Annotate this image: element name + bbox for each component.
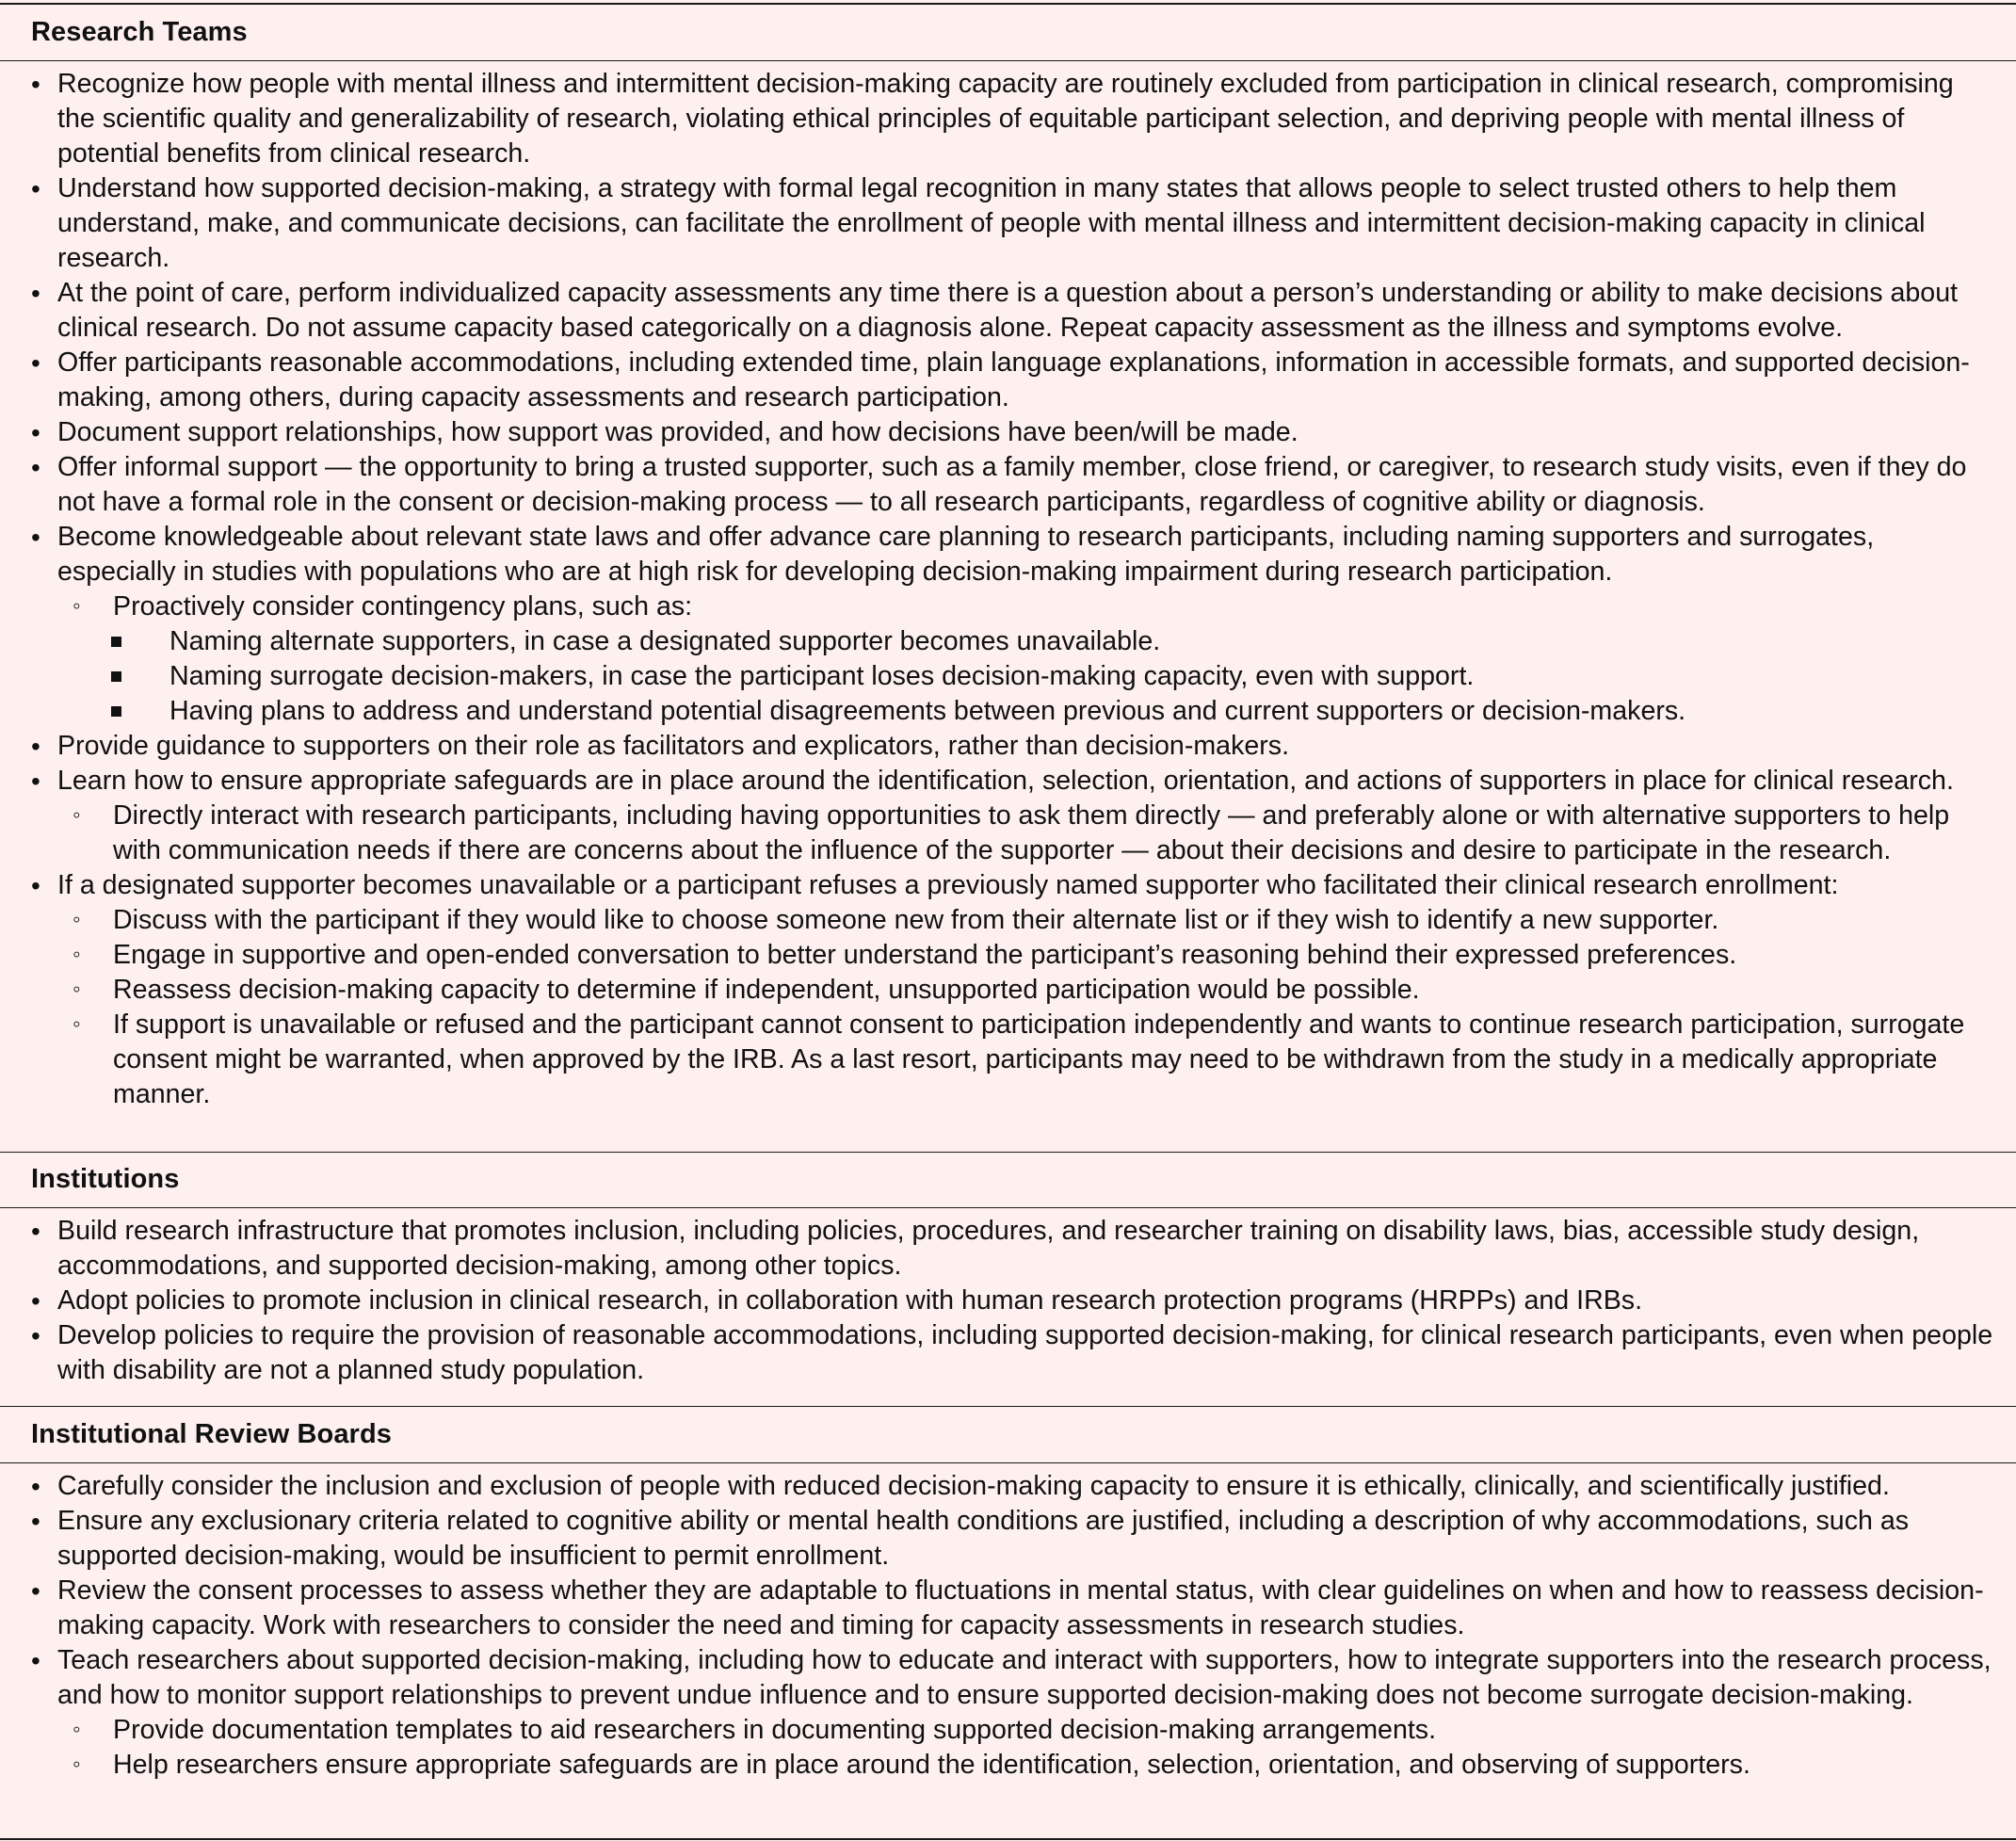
list-item (0, 171, 1993, 276)
list-item (0, 1214, 1993, 1284)
bullet-icon: • (31, 348, 40, 378)
list-item-text: Naming surrogate decision-makers, in case the participant loses decision-making capacity, even with support. (169, 661, 1475, 691)
list-item-text: Teach researchers about supported decision-making, including how to educate and interact with supporters, how to integrate supporters into the research process, and how to monitor support relationships to prevent undue influence and to ensure supported decision-making does not become surrogate decision-making. (57, 1645, 1992, 1710)
list-item-text: Provide guidance to supporters on their role as facilitators and explicators, rather than decision-makers. (57, 731, 1290, 761)
square-bullet-icon (111, 637, 121, 647)
list-item (0, 520, 1993, 589)
hollow-bullet-icon: ◦ (73, 1752, 81, 1777)
list-item (0, 1504, 1993, 1574)
bullet-icon: • (31, 453, 40, 482)
list-item (0, 67, 1993, 171)
section-body (0, 1208, 2016, 1407)
hollow-bullet-icon: ◦ (73, 802, 81, 828)
list-item (0, 1748, 1993, 1783)
list-item-text: Directly interact with research participants, including having opportunities to ask them directly — and preferably alone or with alternative supporters to help with communication needs if there are concerns about the influence of the supporter — about their decisions and desire to participate in the research. (113, 800, 1950, 865)
hollow-bullet-icon: ◦ (73, 907, 81, 932)
list-item (0, 938, 1993, 973)
list-item-text: Provide documentation templates to aid researchers in documenting supported decision-making arrangements. (113, 1715, 1437, 1745)
section-institutions (0, 1152, 2016, 1407)
bullet-list (0, 1469, 1993, 1783)
list-item-text: Develop policies to require the provision of reasonable accommodations, including supported decision-making, for clinical research participants, even when people with disability are not a planned study population. (57, 1320, 1993, 1385)
section-institutional-review-boards (0, 1407, 2016, 1836)
list-item (0, 346, 1993, 415)
hollow-bullet-icon: ◦ (73, 1717, 81, 1742)
bottom-rule (0, 1838, 2016, 1840)
list-item-text: Engage in supportive and open-ended conversation to better understand the participant’s reasoning behind their expressed preferences. (113, 940, 1737, 970)
list-item-text: Offer participants reasonable accommodations, including extended time, plain language explanations, information in accessible formats, and supported decision-making, among others, during capacity assessments and research participation. (57, 347, 1970, 412)
bullet-icon: • (31, 767, 40, 796)
list-item-text: Adopt policies to promote inclusion in clinical research, in collaboration with human research protection programs (HRPPs) and IRBs. (57, 1285, 1643, 1316)
hollow-bullet-icon: ◦ (73, 977, 81, 1002)
list-item-text: At the point of care, perform individualized capacity assessments any time there is a question about a person’s understanding or ability to make decisions about clinical research. Do not assume capacity based categorically on a diagnosis alone. Repeat capacity assessment as the illness and symptoms evolve. (57, 278, 1959, 343)
list-item (0, 694, 1993, 729)
list-item-text: Understand how supported decision-making, a strategy with formal legal recognition in many states that allows people to select trusted others to help them understand, make, and communicate decisions, can facilitate the enrollment of people with mental illness and intermittent decision-making capacity in clinical research. (57, 173, 1926, 273)
list-item-text: Learn how to ensure appropriate safeguards are in place around the identification, selection, orientation, and actions of supporters in place for clinical research. (57, 766, 1954, 796)
bullet-icon: • (31, 1576, 40, 1606)
bullet-icon: • (31, 1646, 40, 1675)
list-item (0, 903, 1993, 938)
list-item (0, 624, 1993, 659)
list-item (0, 1643, 1993, 1713)
section-title: Research Teams (0, 5, 2016, 61)
list-item-text: Help researchers ensure appropriate safeguards are in place around the identification, selection, orientation, and observing of supporters. (113, 1750, 1750, 1780)
list-item (0, 1008, 1993, 1112)
list-item (0, 729, 1993, 764)
list-item-text: Recognize how people with mental illness and intermittent decision-making capacity are routinely excluded from participation in clinical research, compromising the scientific quality and generalizability of research, violating ethical principles of equitable participant selection, and depriving people with mental illness of potential benefits from clinical research. (57, 69, 1954, 169)
bullet-list (0, 67, 1993, 1112)
bullet-list (0, 1214, 1993, 1388)
list-item-text: If support is unavailable or refused and the participant cannot consent to participation independently and wants to continue research participation, surrogate consent might be warranted, when approved by the IRB. As a last resort, participants may need to be withdrawn from the study in a medically appropriate manner. (113, 1009, 1965, 1109)
list-item-text: Proactively consider contingency plans, such as: (113, 591, 693, 622)
bullet-icon: • (31, 871, 40, 900)
bullet-icon: • (31, 174, 40, 203)
list-item (0, 1574, 1993, 1643)
list-item (0, 973, 1993, 1008)
list-item (0, 1318, 1993, 1388)
list-item-text: Having plans to address and understand potential disagreements between previous and current supporters or decision-makers. (169, 696, 1686, 726)
list-item (0, 276, 1993, 346)
list-item (0, 450, 1993, 520)
section-title: Institutional Review Boards (0, 1407, 2016, 1463)
hollow-bullet-icon: ◦ (73, 942, 81, 967)
section-body (0, 1463, 2016, 1836)
list-item (0, 868, 1993, 903)
list-item-text: If a designated supporter becomes unavailable or a participant refuses a previously named supporter who facilitated their clinical research enrollment: (57, 870, 1839, 900)
bullet-icon: • (31, 1321, 40, 1350)
list-item (0, 659, 1993, 694)
list-item-text: Document support relationships, how support was provided, and how decisions have been/will be made. (57, 417, 1298, 447)
list-item-text: Carefully consider the inclusion and exclusion of people with reduced decision-making capacity to ensure it is ethically, clinically, and scientifically justified. (57, 1471, 1890, 1501)
list-item-text: Review the consent processes to assess whether they are adaptable to fluctuations in mental status, with clear guidelines on when and how to reassess decision-making capacity. Work with researchers to consider the need and timing for capacity assessments in research studies. (57, 1575, 1984, 1640)
section-body (0, 61, 2016, 1153)
bullet-icon: • (31, 279, 40, 308)
list-item-text: Reassess decision-making capacity to determine if independent, unsupported participation would be possible. (113, 975, 1420, 1005)
list-item-text: Naming alternate supporters, in case a designated supporter becomes unavailable. (169, 626, 1161, 656)
section-title: Institutions (0, 1152, 2016, 1208)
bullet-icon: • (31, 1472, 40, 1501)
list-item (0, 1469, 1993, 1504)
list-item-text: Become knowledgeable about relevant state laws and offer advance care planning to research participants, including naming supporters and surrogates, especially in studies with populations who are at high risk for developing decision-making impairment during research participation. (57, 522, 1875, 587)
list-item-text: Offer informal support — the opportunity to bring a trusted supporter, such as a family member, close friend, or caregiver, to research study visits, even if they do not have a formal role in the consent or decision-making process — to all research participants, regardless of cognitive ability or diagnosis. (57, 452, 1967, 517)
list-item-text: Build research infrastructure that promotes inclusion, including policies, procedures, and researcher training on disability laws, bias, accessible study design, accommodations, and supported decision-making, among other topics. (57, 1216, 1920, 1281)
bullet-icon: • (31, 523, 40, 552)
list-item (0, 799, 1993, 868)
list-item-text: Discuss with the participant if they would like to choose someone new from their alternate list or if they wish to identify a new supporter. (113, 905, 1719, 935)
bullet-icon: • (31, 1217, 40, 1246)
bullet-icon: • (31, 1507, 40, 1536)
hollow-bullet-icon: ◦ (73, 593, 81, 619)
list-item (0, 1713, 1993, 1748)
list-item (0, 1284, 1993, 1318)
hollow-bullet-icon: ◦ (73, 1011, 81, 1037)
list-item (0, 589, 1993, 624)
bullet-icon: • (31, 70, 40, 99)
list-item (0, 415, 1993, 450)
square-bullet-icon (111, 671, 121, 682)
square-bullet-icon (111, 706, 121, 717)
list-item-text: Ensure any exclusionary criteria related to cognitive ability or mental health conditions are justified, including a description of why accommodations, such as supported decision-making, would be insufficient to permit enrollment. (57, 1506, 1910, 1571)
section-research-teams (0, 5, 2016, 1153)
list-item (0, 764, 1993, 799)
bullet-icon: • (31, 418, 40, 447)
bullet-icon: • (31, 1286, 40, 1316)
bullet-icon: • (31, 732, 40, 761)
